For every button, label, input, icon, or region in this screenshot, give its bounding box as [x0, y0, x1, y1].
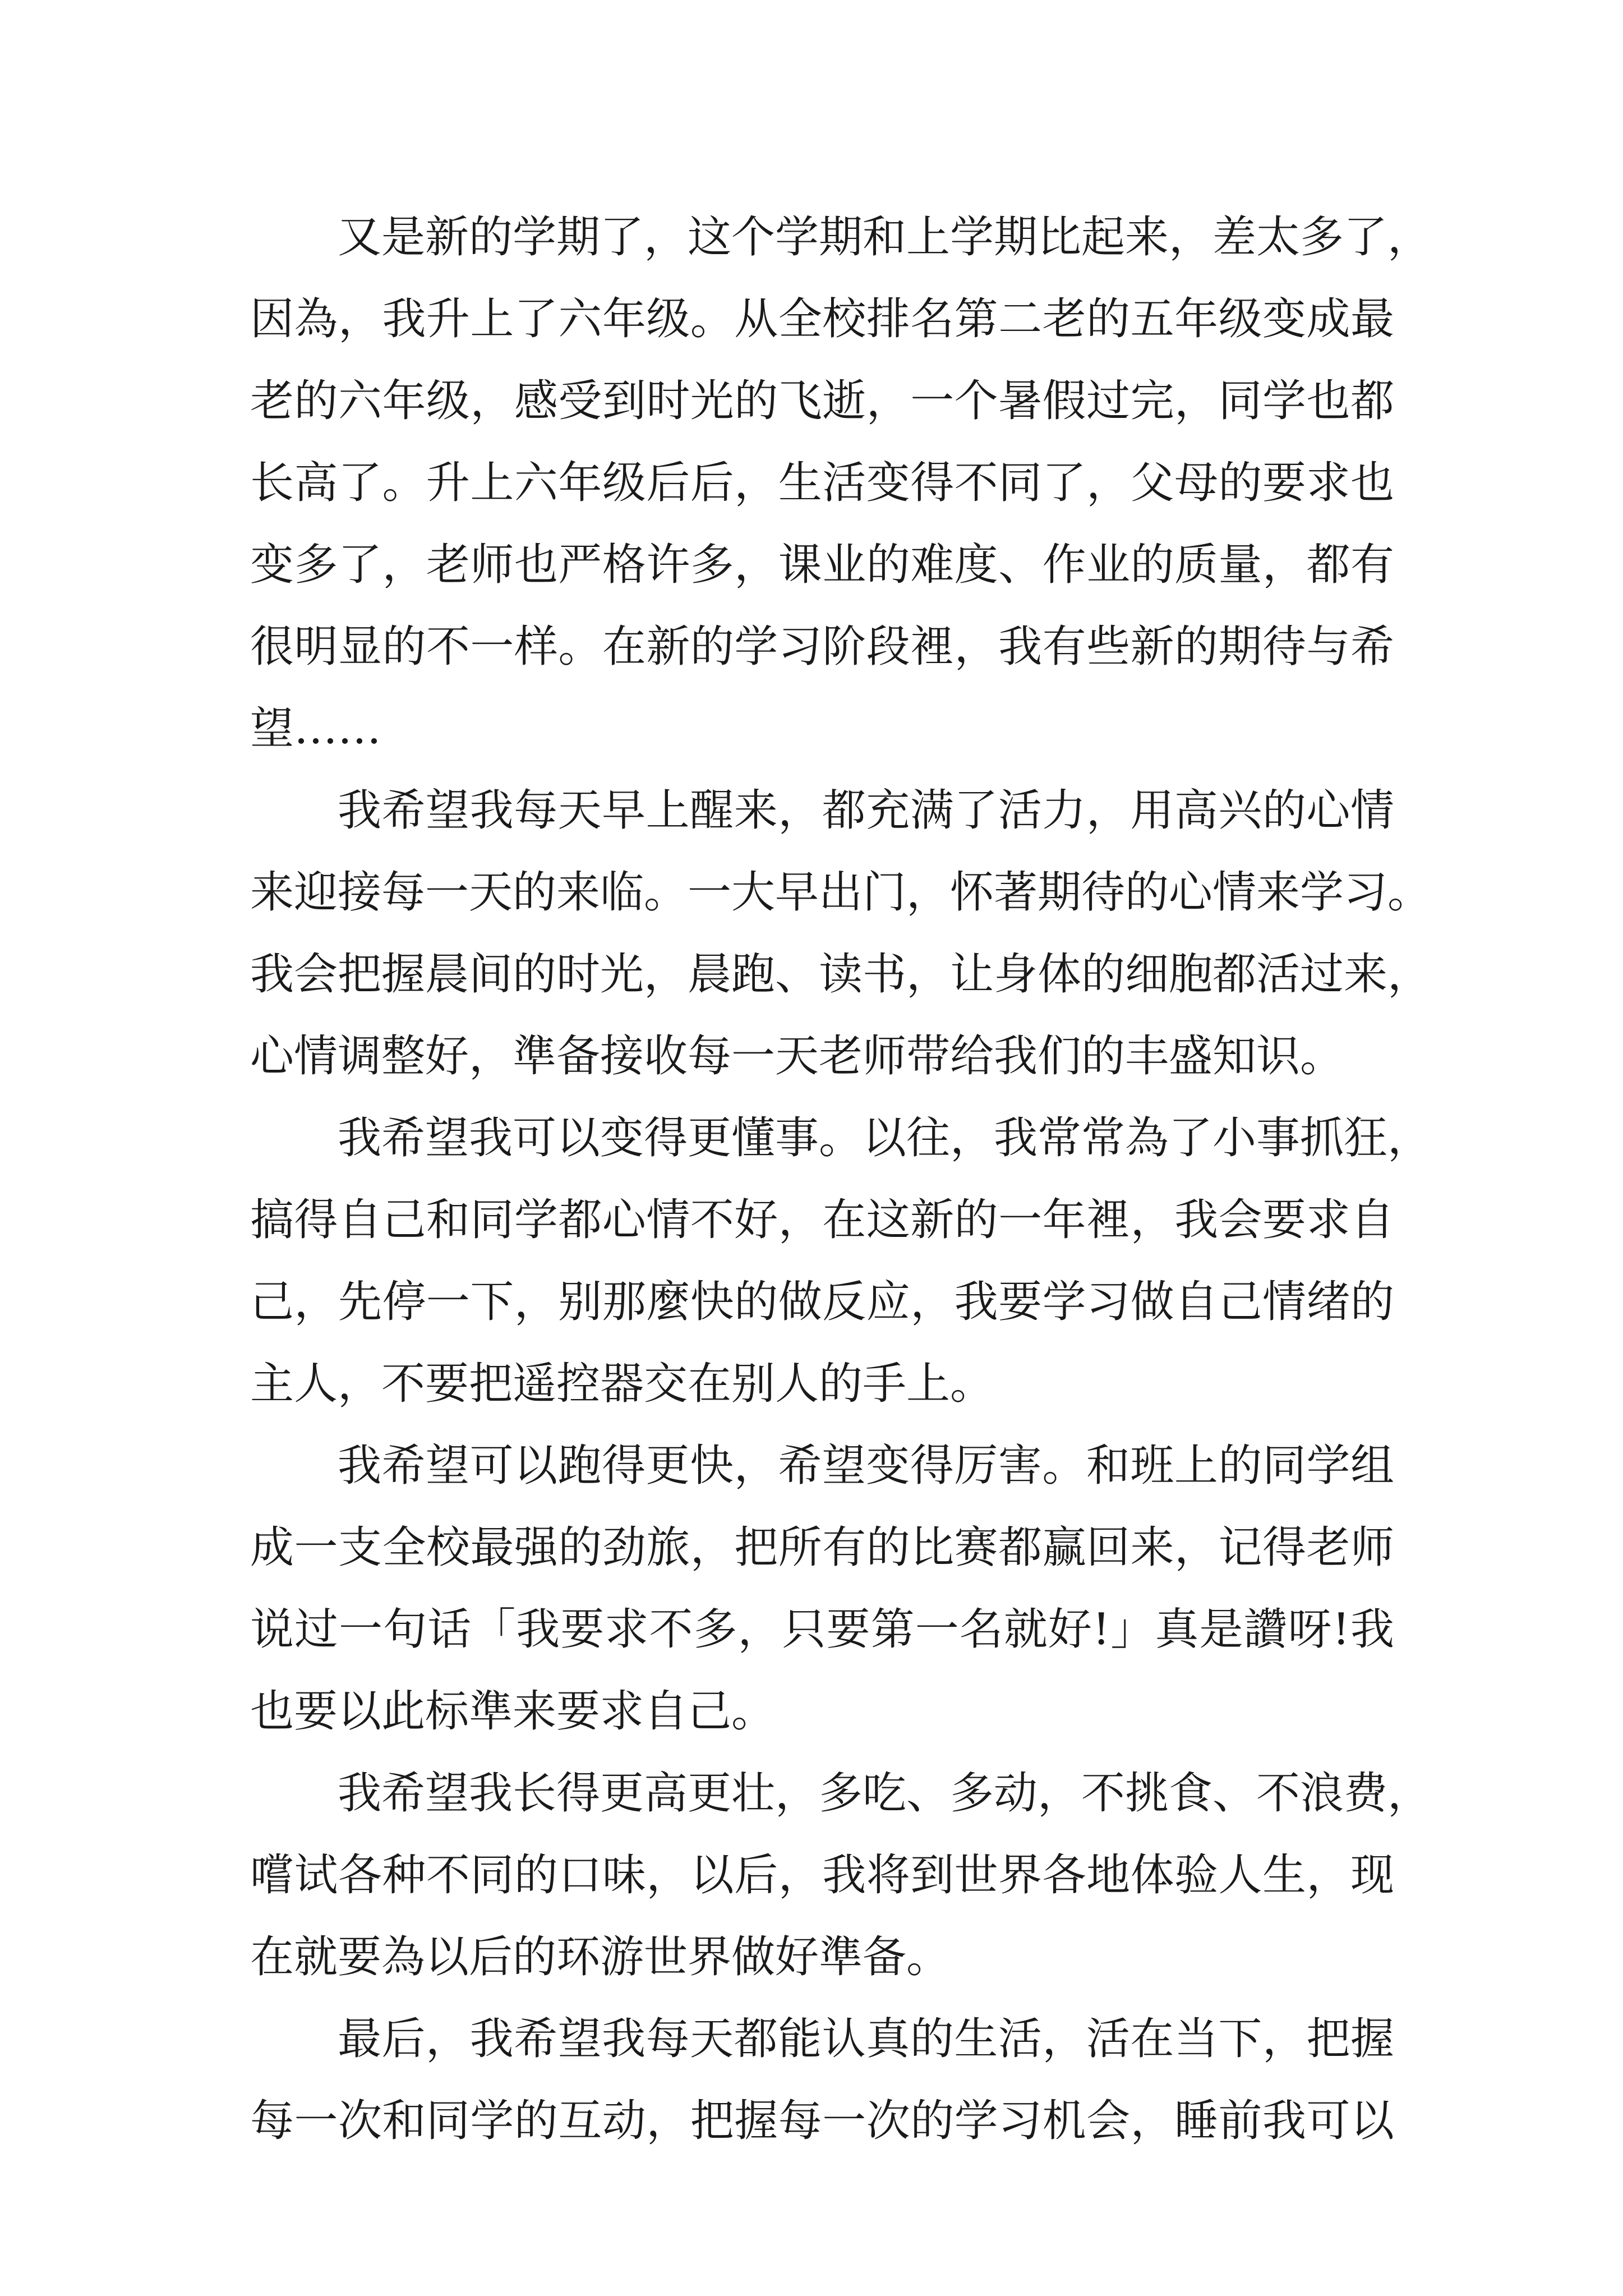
paragraph-run-faster	[250, 1425, 1394, 1752]
paragraph-morning-energy	[250, 770, 1432, 1097]
text-line: 长高了。升上六年级后后，生活变得不同了，父母的要求也	[250, 458, 1394, 508]
text-line: 每一次和同学的互动，把握每一次的学习机会，睡前我可以	[250, 2096, 1394, 2146]
text-line: 因為，我升上了六年级。从全校排名第二老的五年级变成最	[250, 294, 1394, 344]
text-line: 在就要為以后的环游世界做好準备。	[250, 1932, 951, 1982]
text-line: 很明显的不一样。在新的学习阶段裡，我有些新的期待与希	[250, 622, 1394, 672]
text-line: 我希望我每天早上醒来，都充满了活力，用高兴的心情	[338, 785, 1394, 836]
text-line: 望……	[250, 703, 382, 754]
text-line: 变多了，老师也严格许多，课业的难度、作业的质量，都有	[250, 540, 1394, 590]
text-line: 又是新的学期了，这个学期和上学期比起来，差太多了，	[338, 212, 1432, 263]
text-line: 我希望可以跑得更快，希望变得厉害。和班上的同学组	[338, 1441, 1394, 1491]
text-line: 老的六年级，感受到时光的飞逝，一个暑假过完，同学也都	[250, 376, 1394, 426]
text-line: 心情调整好，準备接收每一天老师带给我们的丰盛知识。	[250, 1031, 1344, 1082]
text-line: 嚐试各种不同的口味，以后，我将到世界各地体验人生，现	[250, 1850, 1394, 1901]
paragraph-finally	[250, 1998, 1394, 2162]
text-line: 我希望我可以变得更懂事。以往，我常常為了小事抓狂，	[338, 1113, 1432, 1163]
text-line: 成一支全校最强的劲旅，把所有的比赛都赢回来，记得老师	[250, 1522, 1394, 1573]
text-line: 搞得自己和同学都心情不好，在这新的一年裡，我会要求自	[250, 1195, 1394, 1245]
text-line: 己，先停一下，别那麼快的做反应，我要学习做自己情绪的	[250, 1277, 1394, 1327]
paragraph-grow-taller	[250, 1752, 1432, 1998]
text-line: 我希望我长得更高更壮，多吃、多动，不挑食、不浪费，	[338, 1768, 1432, 1819]
paragraph-more-mature	[250, 1097, 1432, 1425]
text-line: 我会把握晨间的时光，晨跑、读书，让身体的细胞都活过来，	[250, 949, 1432, 1000]
text-line: 也要以此标準来要求自己。	[250, 1686, 776, 1737]
paragraph-new-semester	[250, 196, 1432, 770]
essay-body	[250, 196, 1432, 2162]
text-line: 主人，不要把遥控器交在别人的手上。	[250, 1359, 994, 1409]
text-line: 最后，我希望我每天都能认真的生活，活在当下，把握	[338, 2014, 1394, 2064]
text-line: 说过一句话「我要求不多，只要第一名就好!」真是讚呀!我	[250, 1604, 1394, 1655]
text-line: 来迎接每一天的来临。一大早出门，怀著期待的心情来学习。	[250, 867, 1432, 918]
